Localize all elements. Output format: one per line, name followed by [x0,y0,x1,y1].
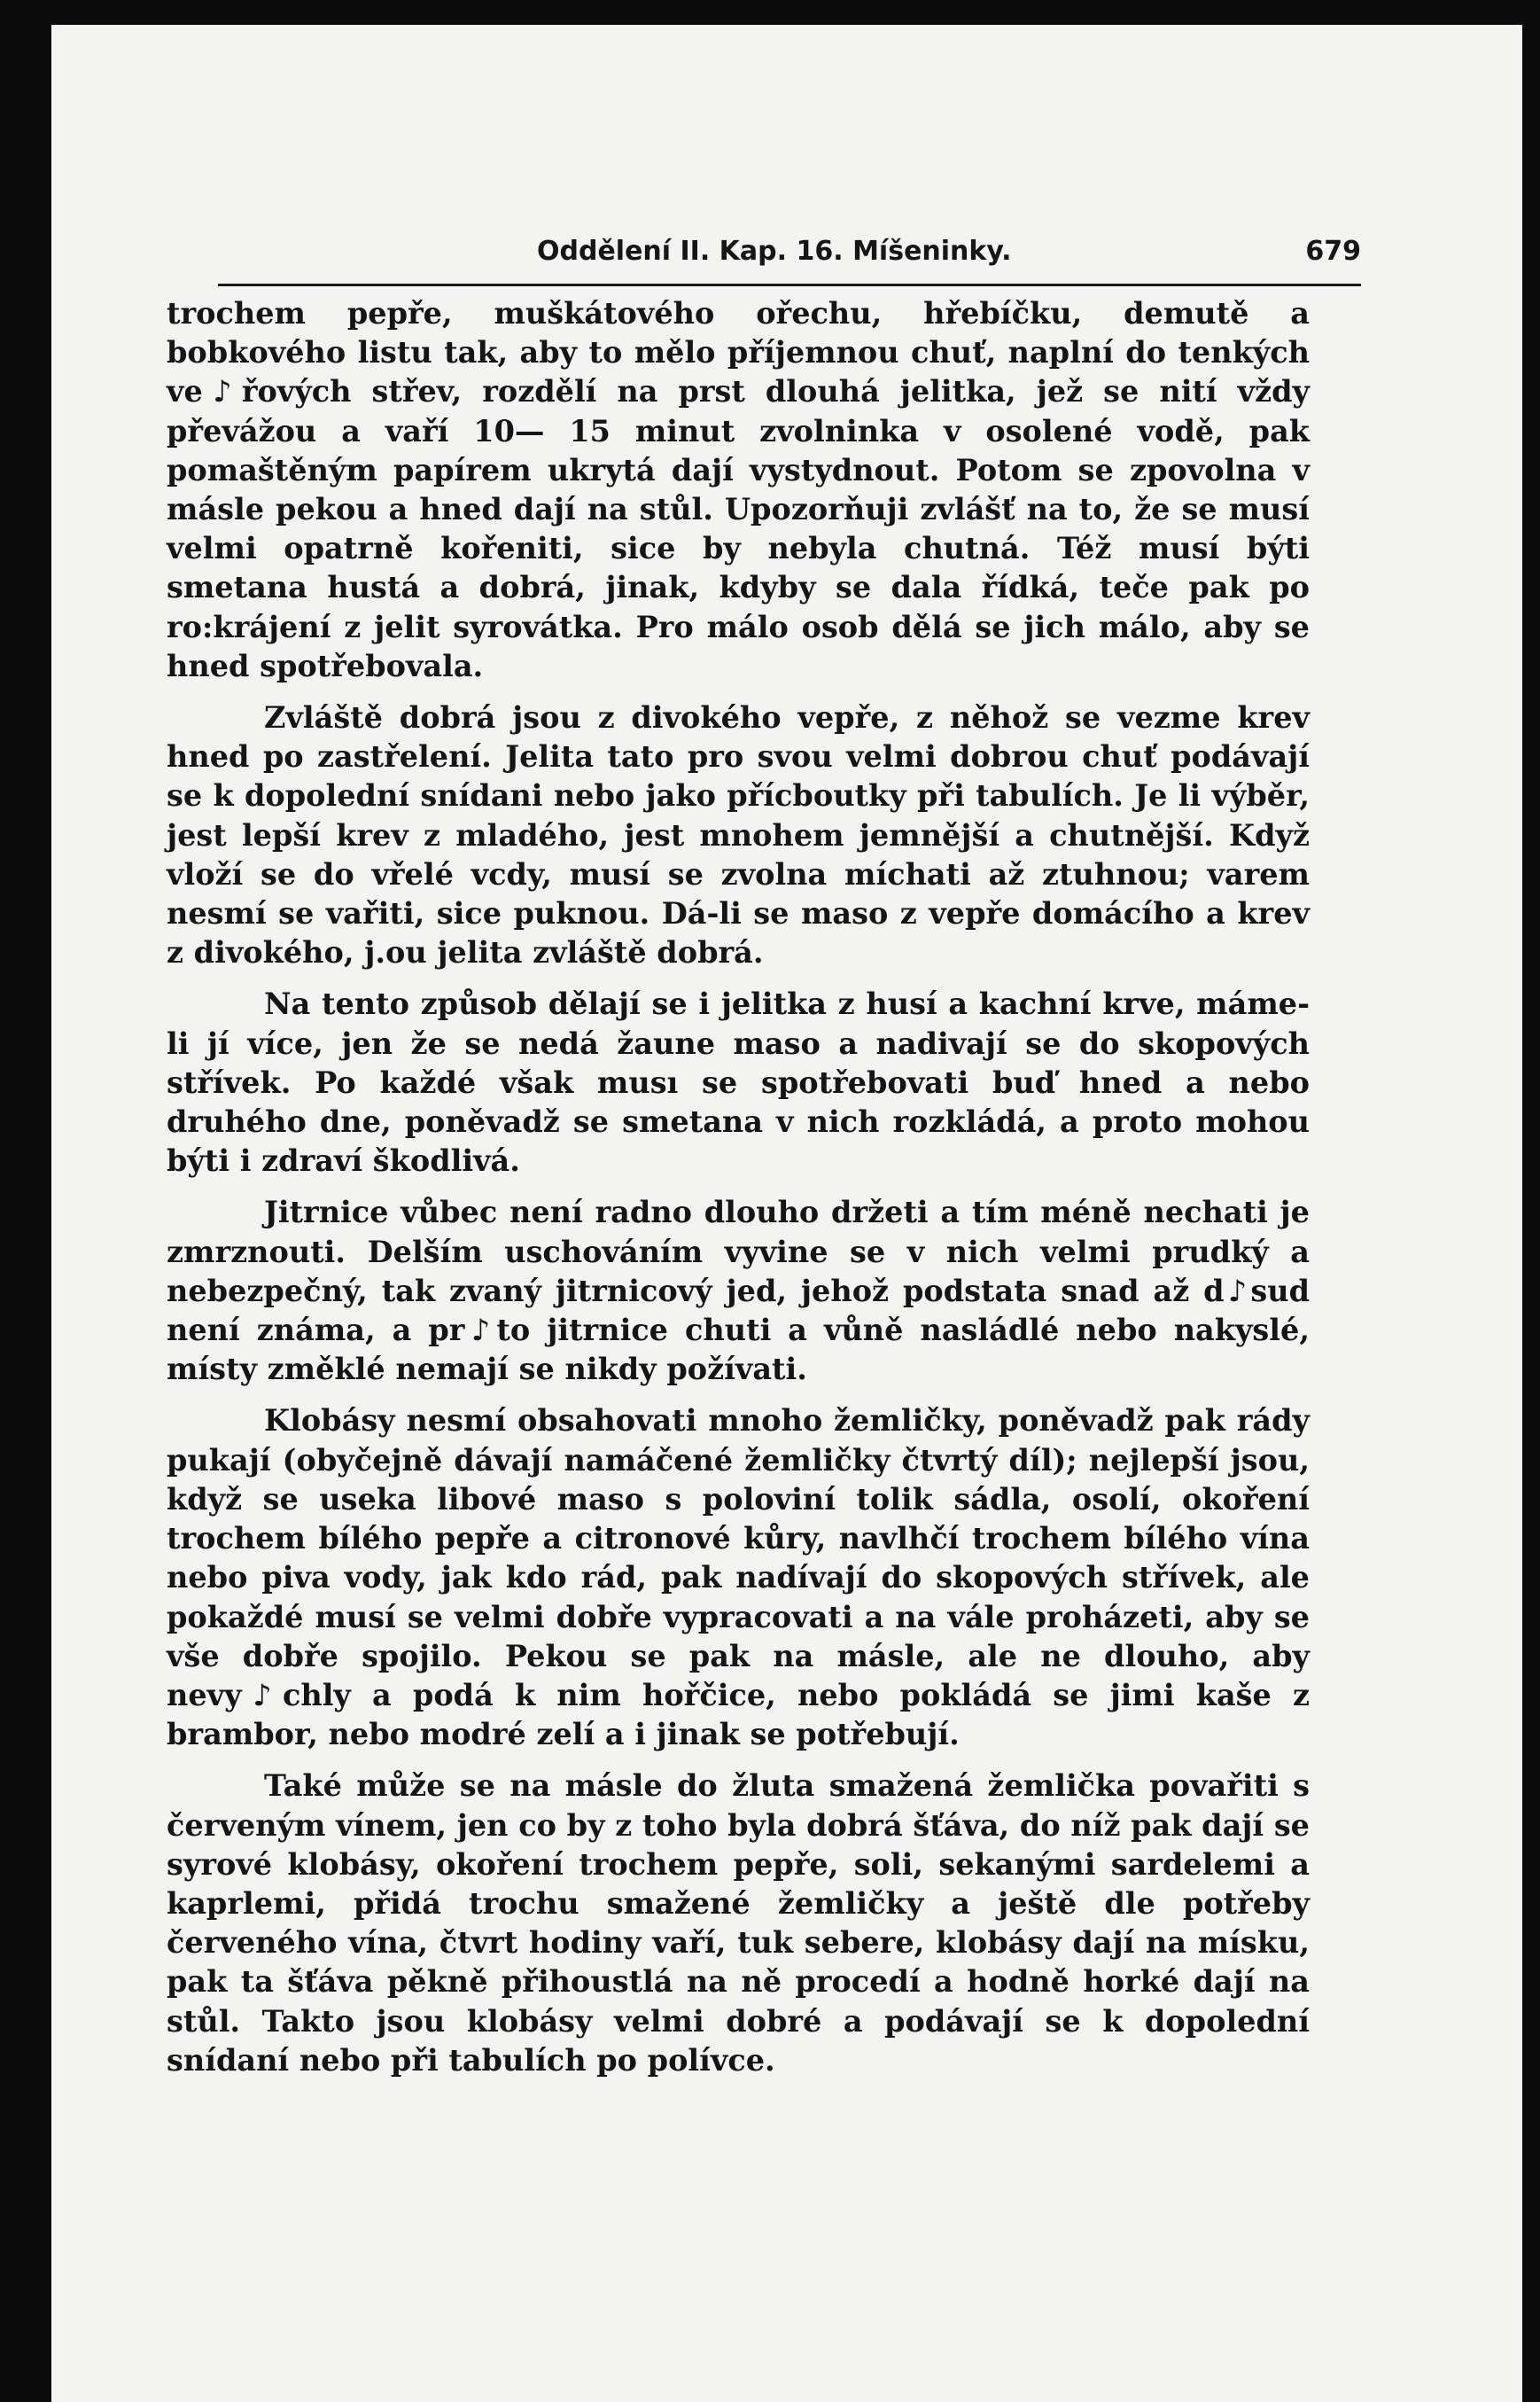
paragraph-2: Zvláště dobrá jsou z divokého vepře, z něhož se vezme krev hned po zastřelení. Jelita tato pro svou velmi dobrou chuť podávají se k dopolední snídani nebo jako přícboutky při tabulích. Je li výběr, jest lepší krev z mladého, jest mnohem jemnější a chutnější. Když vloží se do vřelé vcdy, musí se zvolna míchati až ztuhnou; varem nesmí se vařiti, sice puknou. Dá-li se maso z vepře domácího a krev z divokého, j.ou jelita zvláště dobrá. [167,700,1310,971]
body-text [167,294,1310,2093]
paragraph-5: Klobásy nesmí obsahovati mnoho žemličky, poněvadž pak rády pukají (obyčejně dávají namáčené žemličky čtvrtý díl); nejlepší jsou, když se useka libové maso s poloviní tolik sádla, osolí, okoření trochem bílého pepře a citronové kůry, navlhčí trochem bílého vína nebo piva vody, jak kdo rád, pak nadívají do skopových střívek, ale pokaždé musí se velmi dobře vypracovati a na vále proházeti, aby se vše dobře spojilo. Pekou se pak na másle, ale ne dlouho, aby nevy♪chly a podá k nim hořčice, nebo pokládá se jimi kaše z brambor, nebo modré zelí a i jinak se potřebují. [167,1403,1310,1752]
paragraph-6: Také může se na másle do žluta smažená žemlička povařiti s červeným vínem, jen co by z toho byla dobrá šťáva, do níž pak dají se syrové klobásy, okoření trochem pepře, soli, sekanými sardelemi a kaprlemi, přidá trochu smažené žemličky a ještě dle potřeby červeného vína, čtvrt hodiny vaří, tuk sebere, klobásy dají na mísku, pak ta šťáva pěkně přihoustlá na ně procedí a hodně horké dají na stůl. Takto jsou klobásy velmi dobré a podávají se k dopolední snídaní nebo při tabulích po polívce. [167,1768,1310,2078]
paragraph-1: trochem pepře, muškátového ořechu, hřebíčku, demutě a bobkového listu tak, aby to mělo příjemnou chuť, naplní do tenkých ve♪řových střev, rozdělí na prst dlouhá jelitka, jež se nití vždy převážou a vaří 10— 15 minut zvolninka v osolené vodě, pak pomaštěným papírem ukrytá dají vystydnout. Potom se zpovolna v másle pekou a hned dají na stůl. Upozorňuji zvlášť na to, že se musí velmi opatrně kořeniti, sice by nebyla chutná. Též musí býti smetana hustá a dobrá, jinak, kdyby se dala řídká, teče pak po ro:krájení z jelit syrovátka. Pro málo osob dělá se jich málo, aby se hned spotřebovala. [167,296,1310,683]
page-number: 679 [1305,236,1361,267]
running-header [218,222,1361,286]
paragraph-4: Jitrnice vůbec není radno dlouho držeti a tím méně nechati je zmrznouti. Delším uschováním vyvine se v nich velmi prudký a nebezpečný, tak zvaný jitrnicový jed, jehož podstata snad až d♪sud není známa, a pr♪to jitrnice chuti a vůně nasládlé nebo nakyslé, místy změklé nemají se nikdy požívati. [167,1195,1310,1387]
running-title: Oddělení II. Kap. 16. Míšeninky. [537,236,1012,267]
paragraph-3: Na tento způsob dělají se i jelitka z husí a kachní krve, máme-li jí více, jen že se nedá žaune maso a nadivají se do skopových střívek. Po každé však musı se spotřebovati buď hned a nebo druhého dne, poněvadž se smetana v nich rozkládá, a proto mohou býti i zdraví škodlivá. [167,987,1310,1179]
